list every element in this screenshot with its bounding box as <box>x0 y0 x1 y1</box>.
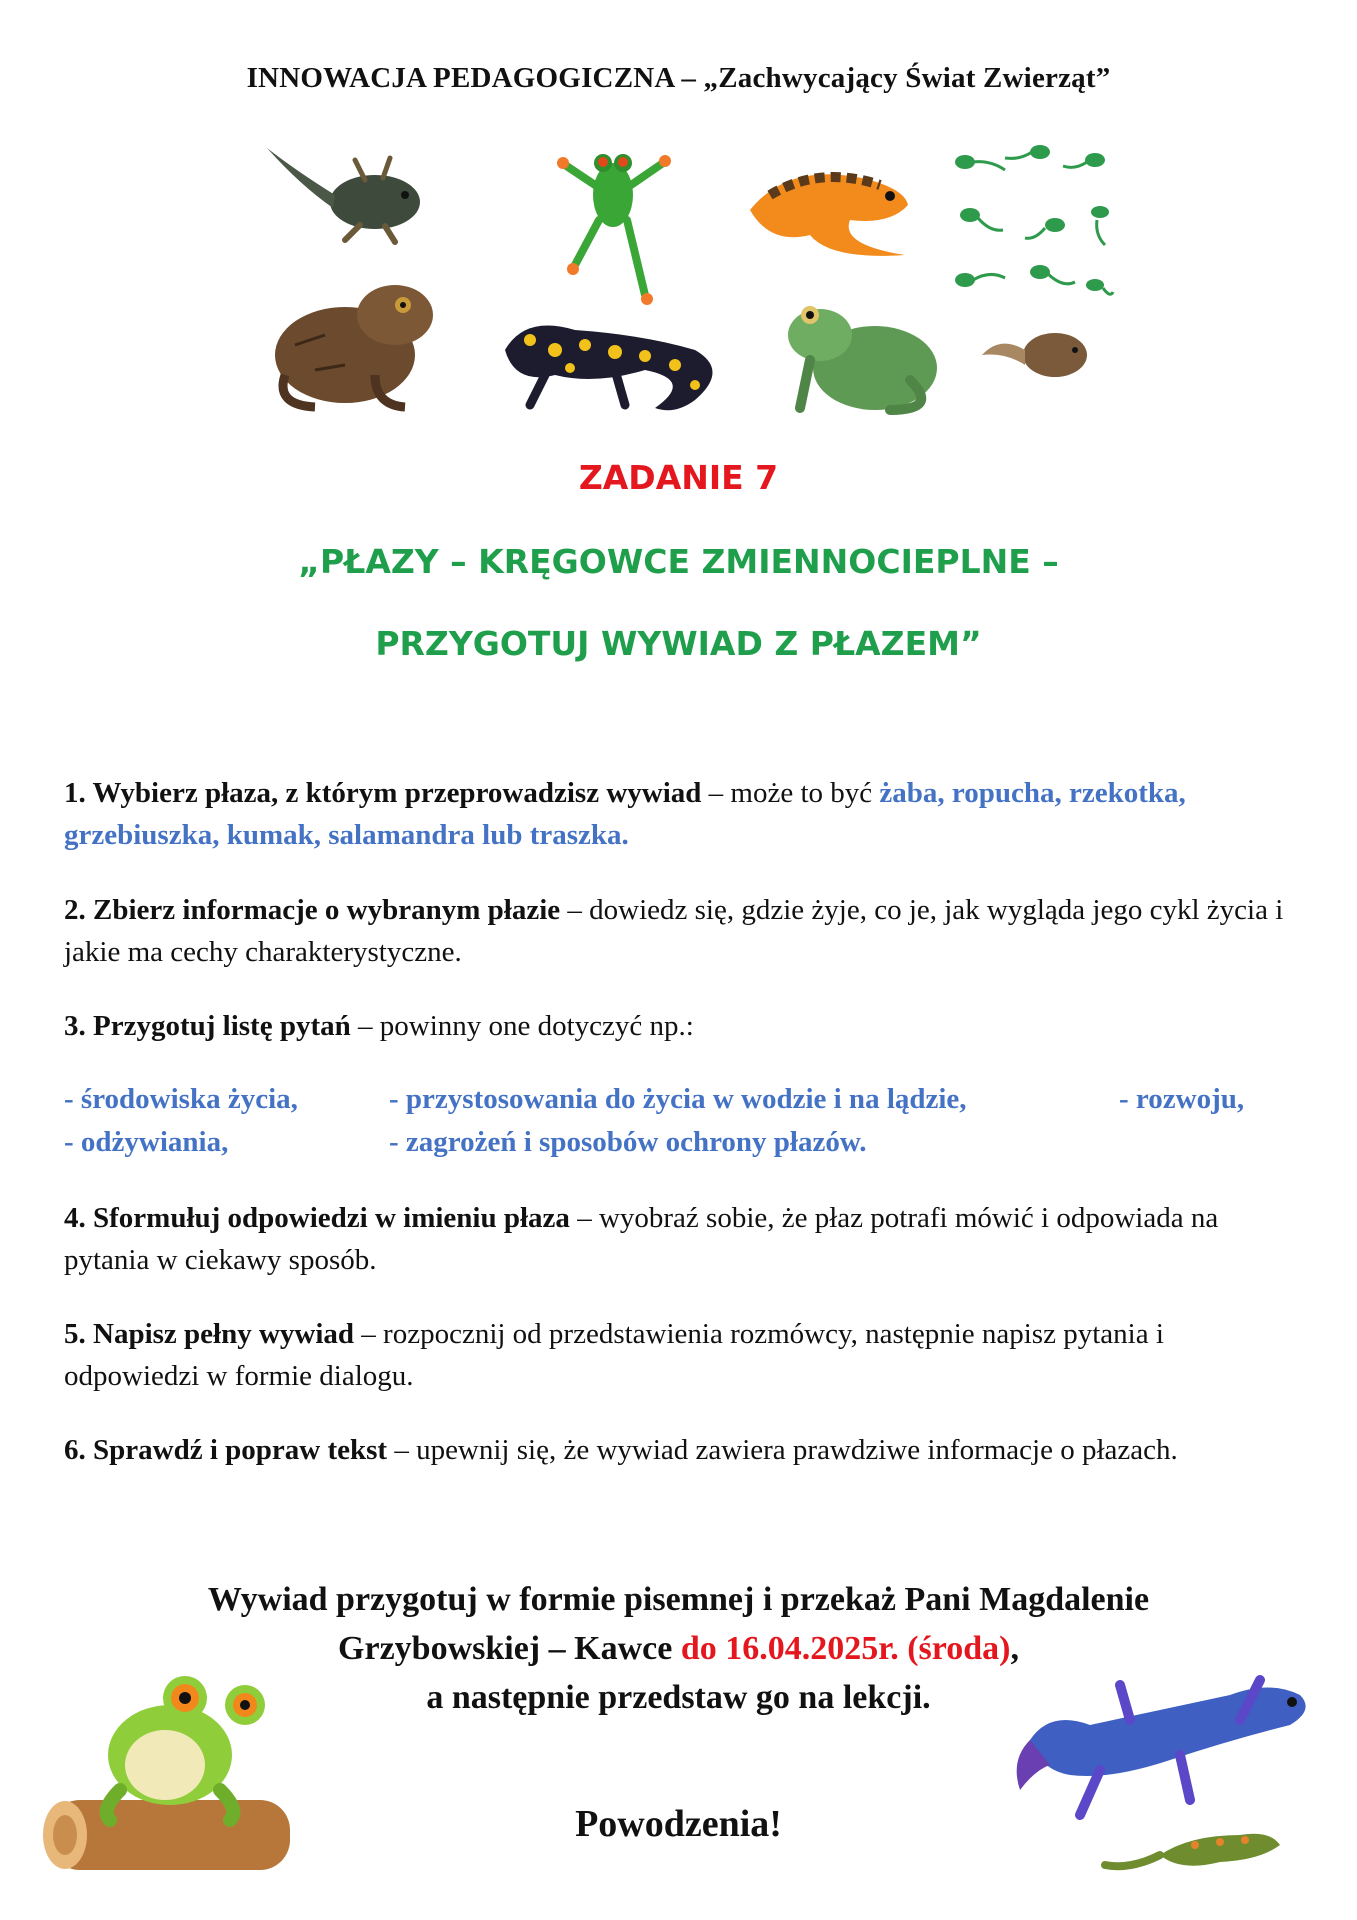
fire-salamander-icon <box>495 290 735 420</box>
tree-frog-icon <box>555 145 675 305</box>
step-5 <box>64 1313 1304 1397</box>
step-3-text: – powinny one dotyczyć np.: <box>350 1010 694 1042</box>
step-2-title: 2. Zbierz informacje o wybranym płazie <box>64 894 561 926</box>
step-2-text: – dowiedz się, gdzie żyje, co je, jak wygląda jego cykl życia i jakie ma cechy charakterystyczne. <box>64 894 1284 968</box>
step-1-title: 1. Wybierz płaza, z którym przeprowadzisz wywiad <box>64 777 702 809</box>
closing-text: Powodzenia! <box>575 1803 782 1845</box>
green-frog-icon <box>780 290 950 415</box>
toad-icon <box>265 275 445 415</box>
step-4-text: – wyobraź sobie, że płaz potrafi mówić i odpowiada na pytania w ciekawy sposób. <box>64 1202 1219 1276</box>
topic-item: - odżywiania, <box>64 1126 229 1158</box>
footer-line3: a następnie przedstaw go na lekcji. <box>426 1679 931 1716</box>
step-4 <box>64 1197 1304 1281</box>
step-4-title: 4. Sformułuj odpowiedzi w imieniu płaza <box>64 1202 570 1234</box>
step-1-text: – może to być <box>701 777 880 809</box>
newt-icon <box>730 150 920 260</box>
topic-item: - rozwoju, <box>1119 1083 1245 1115</box>
step-6 <box>64 1429 1324 1471</box>
task-title-line2: PRZYGOTUJ WYWIAD Z PŁAZEM” <box>375 624 982 663</box>
step-5-title: 5. Napisz pełny wywiad <box>64 1318 355 1350</box>
tadpole-icon <box>265 140 430 245</box>
topic-item: - zagrożeń i sposobów ochrony płazów. <box>389 1126 867 1158</box>
tadpole-brown-icon <box>980 310 1100 390</box>
tadpoles-icon <box>945 140 1115 305</box>
step-1-highlight: żaba, ropucha, rzekotka, grzebiuszka, kumak, salamandra lub traszka. <box>64 777 1186 851</box>
frog-on-log-icon <box>40 1660 300 1890</box>
footer-line2-start: Grzybowskiej – Kawce <box>338 1630 681 1667</box>
step-6-text: – upewnij się, że wywiad zawiera prawdziwe informacje o płazach. <box>387 1434 1178 1466</box>
gecko-icon <box>1010 1650 1330 1890</box>
task-title-line1: „PŁAZY – KRĘGOWCE ZMIENNOCIEPLNE – <box>298 542 1059 581</box>
page-header: INNOWACJA PEDAGOGICZNA – „Zachwycający Świat Zwierząt” <box>246 62 1111 94</box>
step-1 <box>64 772 1304 856</box>
footer-line1: Wywiad przygotuj w formie pisemnej i przekaż Pani Magdalenie <box>207 1581 1150 1618</box>
topic-item: - środowiska życia, <box>64 1083 298 1115</box>
deadline: do 16.04.2025r. (środa) <box>680 1630 1011 1667</box>
step-2 <box>64 889 1304 973</box>
step-5-text: – rozpocznij od przedstawienia rozmówcy, następnie napisz pytania i odpowiedzi w formie dialogu. <box>64 1318 1164 1392</box>
footer-line2-end: , <box>1010 1630 1019 1667</box>
step-3 <box>64 1005 1304 1047</box>
step-6-title: 6. Sprawdź i popraw tekst <box>64 1434 388 1466</box>
task-number: ZADANIE 7 <box>578 458 779 497</box>
topic-item: - przystosowania do życia w wodzie i na lądzie, <box>389 1083 967 1115</box>
step-3-title: 3. Przygotuj listę pytań <box>64 1010 351 1042</box>
